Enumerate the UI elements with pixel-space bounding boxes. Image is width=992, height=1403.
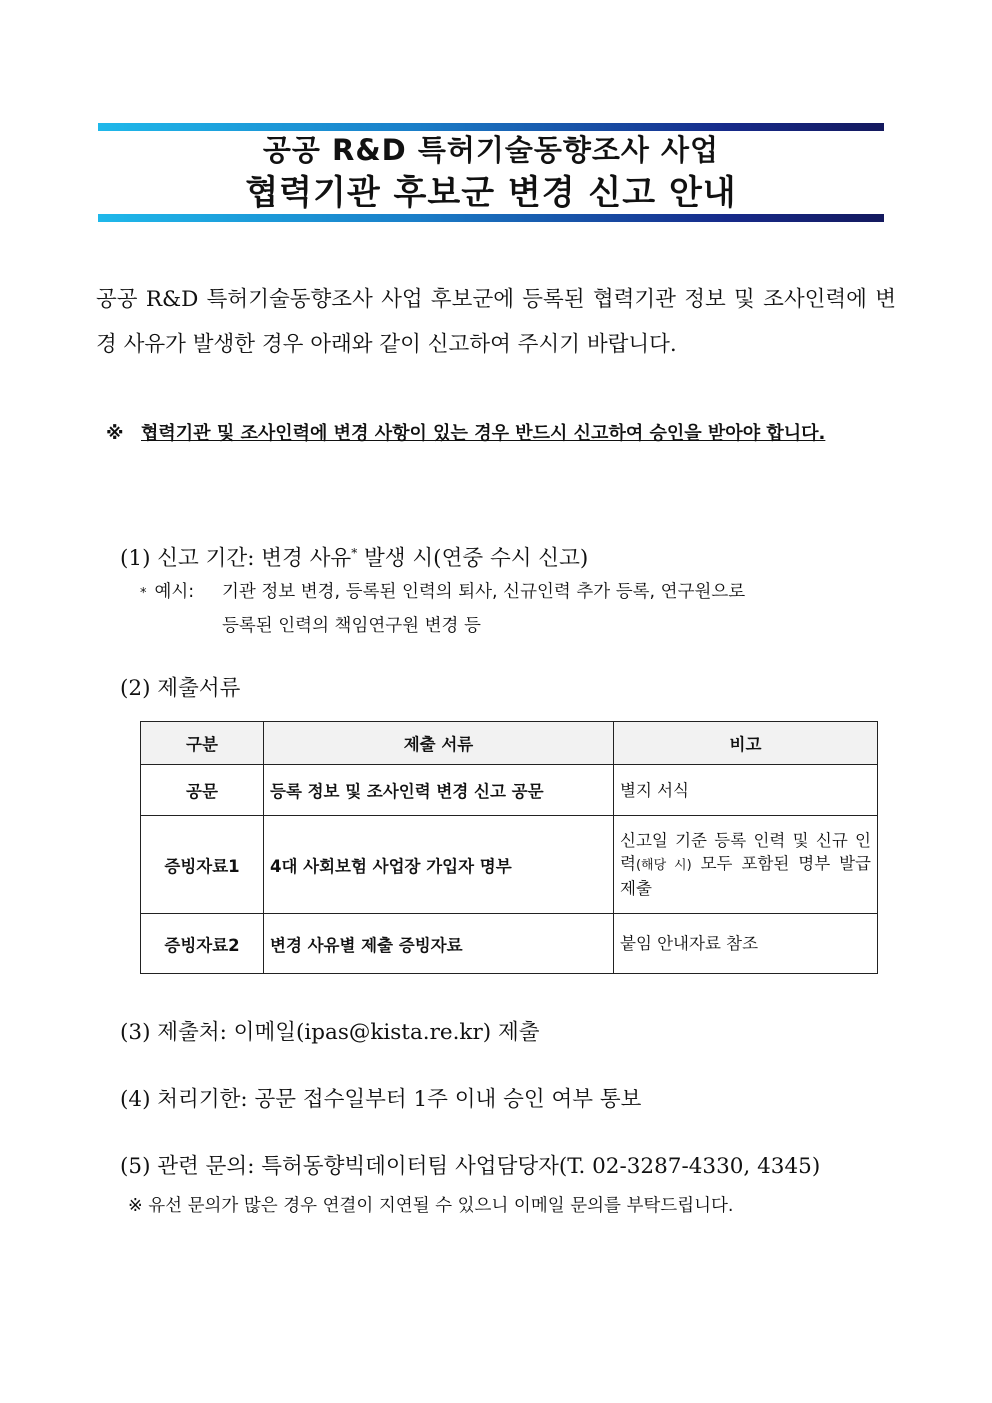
section-3: (3) 제출처: 이메일(ipas@kista.re.kr) 제출 bbox=[120, 1020, 540, 1045]
row-remark-part-b: 모두 포함된 명부 발급 제출 bbox=[620, 854, 871, 898]
title-top-bar bbox=[98, 123, 884, 131]
row-document: 변경 사유별 제출 증빙자료 bbox=[264, 914, 614, 974]
section-5: (5) 관련 문의: 특허동향빅데이터팀 사업담당자(T. 02-3287-4330, 4345) bbox=[120, 1154, 821, 1179]
table-row bbox=[141, 765, 878, 816]
row-remark bbox=[614, 816, 878, 914]
section-1-note bbox=[140, 576, 194, 610]
row-category: 증빙자료1 bbox=[141, 816, 264, 914]
documents-table bbox=[140, 721, 878, 974]
header-document: 제출 서류 bbox=[264, 722, 614, 765]
row-document: 4대 사회보험 사업장 가입자 명부 bbox=[264, 816, 614, 914]
title-bottom-bar bbox=[98, 214, 884, 222]
row-document: 등록 정보 및 조사인력 변경 신고 공문 bbox=[264, 765, 614, 816]
section-1 bbox=[120, 538, 588, 574]
title-line-2: 협력기관 후보군 변경 신고 안내 bbox=[245, 173, 737, 213]
row-remark: 붙임 안내자료 참조 bbox=[614, 914, 878, 974]
notice-mark: ※ bbox=[106, 423, 124, 444]
header-remark: 비고 bbox=[614, 722, 878, 765]
row-remark-part-a: 신고일 기준 등록 인력 및 신규 인력 bbox=[620, 831, 871, 873]
row-category: 증빙자료2 bbox=[141, 914, 264, 974]
section-5-note: ※ 유선 문의가 많은 경우 연결이 지연될 수 있으니 이메일 문의를 부탁드립니다. bbox=[128, 1196, 734, 1216]
section-1-note-line-1: 기관 정보 변경, 등록된 인력의 퇴사, 신규인력 추가 등록, 연구원으로 bbox=[222, 582, 746, 602]
notice bbox=[106, 415, 896, 453]
notice-text: 협력기관 및 조사인력에 변경 사항이 있는 경우 반드시 신고하여 승인을 받아야 합니다. bbox=[141, 423, 826, 444]
section-1-sup: * bbox=[351, 546, 358, 560]
section-1-note-line-2: 등록된 인력의 책임연구원 변경 등 bbox=[222, 616, 481, 636]
row-remark: 별지 서식 bbox=[614, 765, 878, 816]
section-1-note-mark: * bbox=[140, 586, 147, 601]
row-category: 공문 bbox=[141, 765, 264, 816]
section-1-suffix: 발생 시(연중 수시 신고) bbox=[357, 546, 589, 572]
table-row bbox=[141, 914, 878, 974]
section-2: (2) 제출서류 bbox=[120, 676, 241, 701]
section-1-prefix: (1) 신고 기간: 변경 사유 bbox=[120, 546, 352, 572]
table-row bbox=[141, 816, 878, 914]
intro-paragraph: 공공 R&D 특허기술동향조사 사업 후보군에 등록된 협력기관 정보 및 조사인력에 변경 사유가 발생한 경우 아래와 같이 신고하여 주시기 바랍니다. bbox=[96, 287, 896, 357]
table-header-row bbox=[141, 722, 878, 765]
section-4: (4) 처리기한: 공문 접수일부터 1주 이내 승인 여부 통보 bbox=[120, 1087, 642, 1112]
header-category: 구분 bbox=[141, 722, 264, 765]
row-remark-small: (해당 시) bbox=[635, 858, 692, 873]
section-1-note-label: 예시: bbox=[154, 582, 195, 602]
title-line-1: 공공 R&D 특허기술동향조사 사업 bbox=[262, 133, 720, 167]
